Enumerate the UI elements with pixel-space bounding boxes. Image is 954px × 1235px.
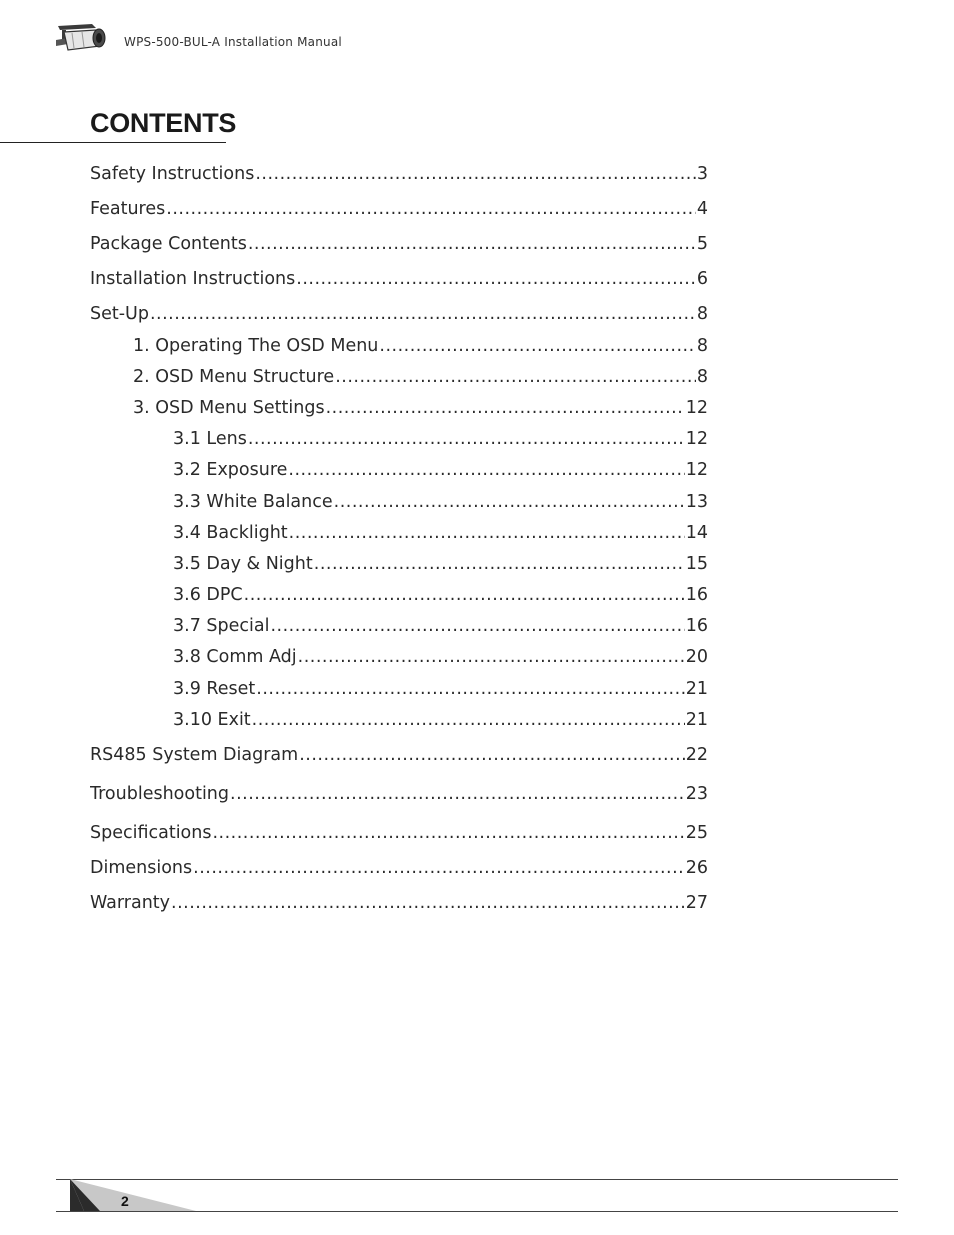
- toc-entry[interactable]: [133, 396, 708, 420]
- toc-entry-label: 3.4 Backlight: [173, 523, 288, 543]
- toc-entry-page: 12: [685, 398, 708, 418]
- toc-dot-leader: [212, 821, 684, 845]
- toc-dot-leader: [255, 162, 696, 186]
- toc-entry[interactable]: [173, 490, 708, 514]
- toc-entry[interactable]: [173, 458, 708, 482]
- toc-entry[interactable]: [90, 782, 708, 806]
- toc-entry-page: 5: [696, 234, 708, 254]
- page-number: 2: [121, 1193, 129, 1209]
- toc-entry-label: Set-Up: [90, 304, 149, 324]
- toc-dot-leader: [298, 645, 685, 669]
- toc-entry-page: 15: [685, 554, 708, 574]
- toc-entry[interactable]: [90, 821, 708, 845]
- toc-entry-page: 26: [685, 858, 708, 878]
- toc-entry-label: 1. Operating The OSD Menu: [133, 336, 379, 356]
- toc-entry[interactable]: [90, 302, 708, 326]
- toc-entry[interactable]: [173, 583, 708, 607]
- toc-entry[interactable]: [133, 365, 708, 389]
- toc-entry-label: 3.10 Exit: [173, 710, 251, 730]
- toc-entry-page: 14: [685, 523, 708, 543]
- toc-entry[interactable]: [173, 521, 708, 545]
- toc-entry-page: 27: [685, 893, 708, 913]
- toc-entry[interactable]: [90, 197, 708, 221]
- toc-entry-page: 23: [685, 784, 708, 804]
- footer-divider-bottom: [56, 1211, 898, 1212]
- toc-dot-leader: [248, 427, 685, 451]
- toc-entry-label: Troubleshooting: [90, 784, 230, 804]
- toc-entry-label: 3.7 Special: [173, 616, 270, 636]
- toc-dot-leader: [150, 302, 696, 326]
- toc-entry-label: 3.2 Exposure: [173, 460, 288, 480]
- toc-entry[interactable]: [133, 334, 708, 358]
- toc-entry-label: 3.1 Lens: [173, 429, 247, 449]
- toc-entry-label: Specifications: [90, 823, 212, 843]
- toc-dot-leader: [248, 232, 696, 256]
- toc-dot-leader: [270, 614, 684, 638]
- toc-dot-leader: [335, 365, 696, 389]
- toc-entry-page: 12: [685, 429, 708, 449]
- toc-dot-leader: [230, 782, 685, 806]
- toc-entry[interactable]: [90, 267, 708, 291]
- toc-dot-leader: [296, 267, 696, 291]
- toc-entry-label: 3.3 White Balance: [173, 492, 333, 512]
- toc-entry-page: 16: [685, 616, 708, 636]
- toc-dot-leader: [314, 552, 685, 576]
- toc-entry-label: Dimensions: [90, 858, 193, 878]
- toc-entry-page: 4: [696, 199, 708, 219]
- toc-entry-label: 3.5 Day & Night: [173, 554, 313, 574]
- toc-entry-page: 12: [685, 460, 708, 480]
- toc-entry-label: Installation Instructions: [90, 269, 296, 289]
- toc-entry[interactable]: [90, 856, 708, 880]
- toc-entry-label: 3.9 Reset: [173, 679, 256, 699]
- toc-entry[interactable]: [173, 677, 708, 701]
- manual-title: WPS-500-BUL-A Installation Manual: [124, 35, 342, 49]
- toc-dot-leader: [256, 677, 684, 701]
- toc-entry-page: 21: [685, 679, 708, 699]
- toc-dot-leader: [289, 521, 685, 545]
- toc-entry-label: Safety Instructions: [90, 164, 255, 184]
- toc-dot-leader: [171, 891, 685, 915]
- page-title: CONTENTS: [90, 108, 237, 138]
- toc-entry-page: 13: [685, 492, 708, 512]
- toc-entry-label: 3.6 DPC: [173, 585, 243, 605]
- toc-entry[interactable]: [90, 162, 708, 186]
- toc-entry-page: 21: [685, 710, 708, 730]
- toc-entry-label: RS485 System Diagram: [90, 745, 299, 765]
- toc-entry[interactable]: [90, 743, 708, 767]
- toc-entry-label: Features: [90, 199, 166, 219]
- toc-entry-label: 2. OSD Menu Structure: [133, 367, 335, 387]
- toc-entry[interactable]: [173, 708, 708, 732]
- toc-dot-leader: [326, 396, 685, 420]
- toc-entry[interactable]: [173, 427, 708, 451]
- toc-dot-leader: [379, 334, 695, 358]
- toc-entry-page: 3: [696, 164, 708, 184]
- toc-entry[interactable]: [173, 645, 708, 669]
- toc-entry-label: 3. OSD Menu Settings: [133, 398, 325, 418]
- toc-dot-leader: [244, 583, 685, 607]
- toc-entry-page: 8: [696, 367, 708, 387]
- toc-dot-leader: [252, 708, 685, 732]
- toc-entry-label: Package Contents: [90, 234, 247, 254]
- toc-dot-leader: [334, 490, 685, 514]
- toc-dot-leader: [288, 458, 684, 482]
- toc-entry-label: 3.8 Comm Adj: [173, 647, 297, 667]
- toc-entry[interactable]: [173, 552, 708, 576]
- toc-entry[interactable]: [173, 614, 708, 638]
- toc-entry-page: 8: [696, 336, 708, 356]
- toc-dot-leader: [193, 856, 685, 880]
- toc-dot-leader: [166, 197, 696, 221]
- toc-dot-leader: [299, 743, 685, 767]
- toc-entry[interactable]: [90, 891, 708, 915]
- toc-entry-page: 22: [685, 745, 708, 765]
- toc-entry-page: 20: [685, 647, 708, 667]
- toc-entry-page: 16: [685, 585, 708, 605]
- toc-entry[interactable]: [90, 232, 708, 256]
- toc-entry-page: 6: [696, 269, 708, 289]
- toc-entry-page: 8: [696, 304, 708, 324]
- toc-entry-label: Warranty: [90, 893, 171, 913]
- toc-entry-page: 25: [685, 823, 708, 843]
